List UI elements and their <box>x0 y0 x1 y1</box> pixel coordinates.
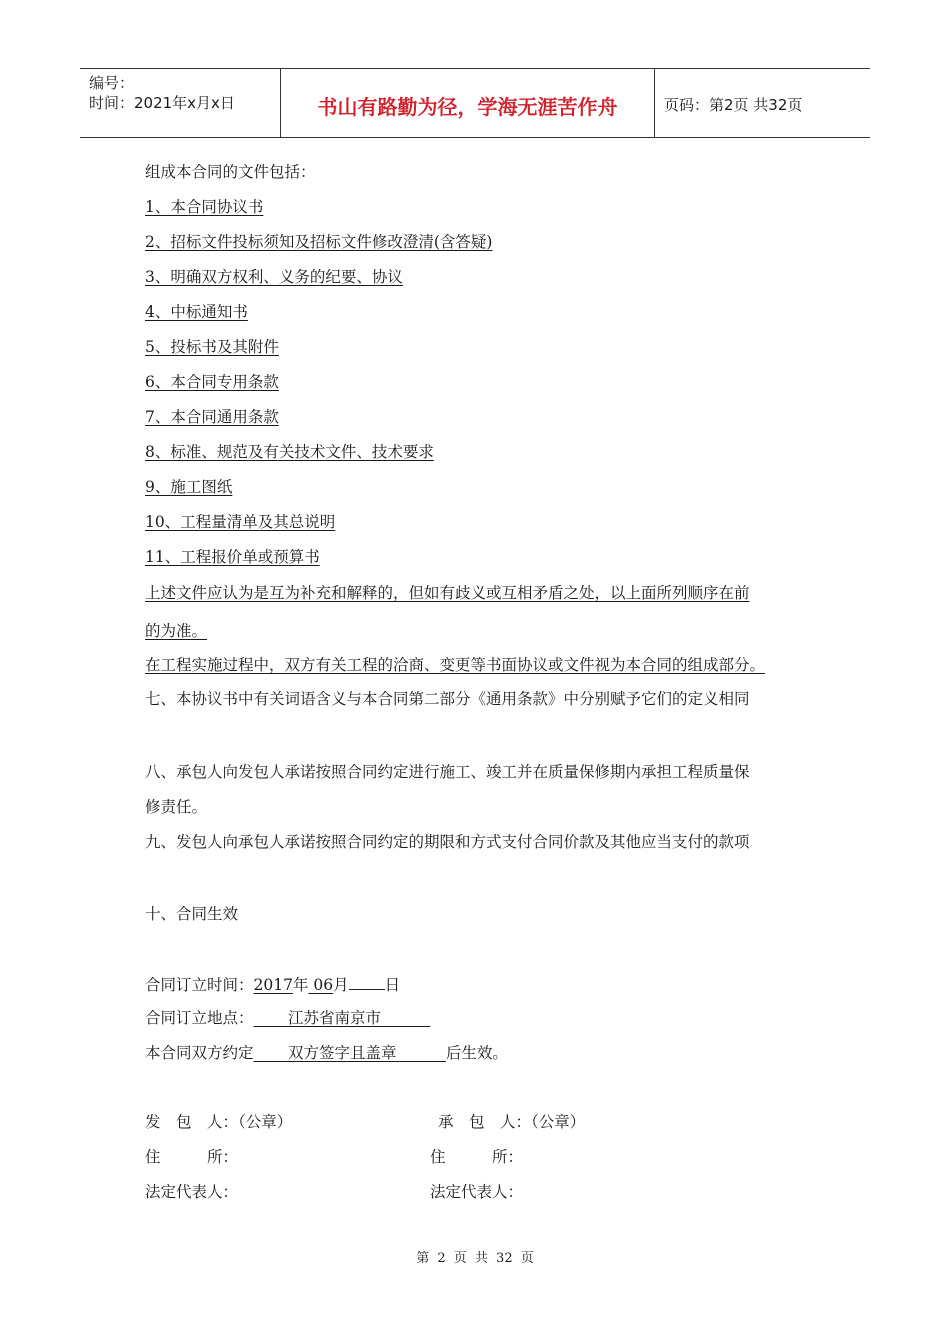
document-list-item: 3、明确双方权利、义务的纪要、协议 <box>145 268 403 286</box>
sign-place-label: 合同订立地点： <box>145 1009 254 1027</box>
employer-seal-label: 发 包 人：（公章） <box>145 1113 293 1131</box>
document-list-item: 9、施工图纸 <box>145 478 233 496</box>
sign-place: 江苏省南京市 <box>288 1009 382 1027</box>
sign-year: 2017 <box>253 976 293 994</box>
clause-eight-line1: 八、承包人向发包人承诺按照合同约定进行施工、竣工并在质量保修期内承担工程质量保 <box>145 763 750 781</box>
document-list-item: 4、中标通知书 <box>145 303 248 321</box>
document-list-item: 5、投标书及其附件 <box>145 338 279 356</box>
document-list-item: 7、本合同通用条款 <box>145 408 279 426</box>
precedence-paragraph-line1: 上述文件应认为是互为补充和解释的，但如有歧义或互相矛盾之处，以上面所列顺序在前 <box>145 584 750 602</box>
day-char: 日 <box>384 976 401 994</box>
document-list-item: 11、工程报价单或预算书 <box>145 548 320 566</box>
header-motto-cell <box>281 69 655 137</box>
contractor-seal-label: 承 包 人：（公章） <box>438 1113 586 1131</box>
document-list-item: 6、本合同专用条款 <box>145 373 279 391</box>
page-footer: 第 2 页 共 32 页 <box>416 1251 534 1266</box>
contractor-address-label: 住 所： <box>430 1148 524 1166</box>
effective-condition: 双方签字且盖章 <box>288 1044 397 1062</box>
clause-seven: 七、本协议书中有关词语含义与本合同第二部分《通用条款》中分别赋予它们的定义相同 <box>145 690 750 708</box>
document-list-item: 8、标准、规范及有关技术文件、技术要求 <box>145 443 434 461</box>
clause-eight-line2: 修责任。 <box>145 798 208 816</box>
document-list-item: 10、工程量清单及其总说明 <box>145 513 336 531</box>
sign-place-line <box>145 1008 430 1028</box>
document-list-item: 1、本合同协议书 <box>145 198 264 216</box>
document-list-item: 2、招标文件投标须知及招标文件修改澄清(含答疑) <box>145 233 493 251</box>
document-number-label: 编号： <box>89 74 135 92</box>
employer-representative-label: 法定代表人： <box>145 1183 239 1201</box>
sign-time-label: 合同订立时间： <box>145 976 254 994</box>
documents-intro: 组成本合同的文件包括： <box>145 163 316 181</box>
header-page-info: 页码：第2页 共32页 <box>664 96 803 114</box>
negotiation-paragraph: 在工程实施过程中，双方有关工程的洽商、变更等书面协议或文件视为本合同的组成部分。 <box>145 656 766 674</box>
document-time: 时间：2021年x月x日 <box>89 94 235 112</box>
effective-label: 本合同双方约定 <box>145 1044 254 1062</box>
sign-month: 06 <box>313 976 334 994</box>
sign-time-line <box>145 973 400 995</box>
contractor-representative-label: 法定代表人： <box>430 1183 524 1201</box>
header-motto: 书山有路勤为径，学海无涯苦作舟 <box>317 95 618 119</box>
clause-nine: 九、发包人向承包人承诺按照合同约定的期限和方式支付合同价款及其他应当支付的款项 <box>145 833 750 851</box>
sign-day-blank <box>349 973 385 990</box>
effective-line <box>145 1043 508 1063</box>
year-char: 年 <box>292 976 309 994</box>
month-char: 月 <box>333 976 349 994</box>
clause-ten: 十、合同生效 <box>145 905 239 923</box>
precedence-paragraph-line2: 的为准。 <box>145 622 208 640</box>
header-page-cell <box>655 69 870 137</box>
effective-suffix: 后生效。 <box>445 1044 508 1062</box>
employer-address-label: 住 所： <box>145 1148 239 1166</box>
document-header <box>80 68 870 138</box>
header-meta-cell <box>80 69 281 137</box>
